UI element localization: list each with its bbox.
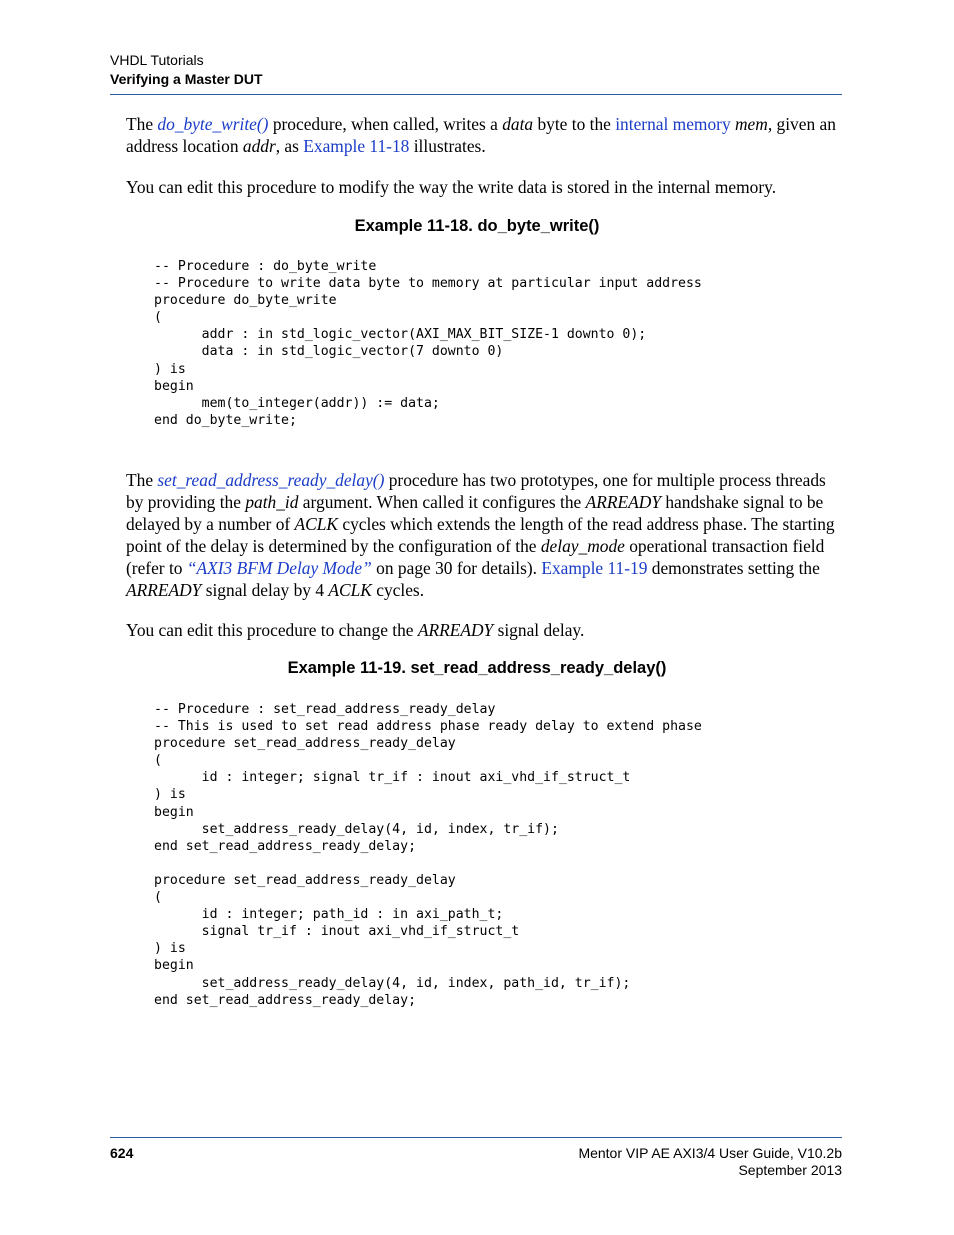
text-run: The xyxy=(126,114,158,134)
paragraph-do-byte-write-intro xyxy=(126,113,842,157)
text-run: operational transaction field (refer to xyxy=(126,536,825,578)
text-run: procedure has two prototypes, one for multiple process threads by providing the xyxy=(126,470,826,512)
text-run: You can edit this procedure to change the xyxy=(126,620,418,640)
paragraph-edit-write-procedure: You can edit this procedure to modify the way the write data is stored in the internal memory. xyxy=(126,177,777,197)
paragraph-set-read-address-ready-delay xyxy=(126,469,842,601)
italic-term: ARREADY xyxy=(417,620,494,640)
example-11-18-code: -- Procedure : do_byte_write -- Procedure to write data byte to memory at particular input address procedure do_byte_write ( addr : in std_logic_vector(AXI_MAX_BIT_SIZE-1 downto 0); data : in std_logic_vector(7 downto 0) ) is begin mem(to_integer(addr)) := data; end do_byte_write; xyxy=(154,259,702,428)
text-run: procedure, when called, writes a xyxy=(268,114,503,134)
footer-doc-title: Mentor VIP AE AXI3/4 User Guide, V10.2b xyxy=(578,1145,842,1161)
footer-date: September 2013 xyxy=(738,1162,842,1178)
header-rule xyxy=(110,94,842,95)
header-section: VHDL Tutorials xyxy=(110,52,204,68)
italic-term: ARREADY xyxy=(585,492,661,512)
link-example-11-19[interactable]: Example 11-19 xyxy=(541,558,648,578)
link-set-read-address-ready-delay[interactable]: set_read_address_ready_delay() xyxy=(157,470,385,490)
text-run: , as xyxy=(275,136,304,156)
italic-term: delay_mode xyxy=(540,536,625,556)
text-run: byte to the xyxy=(533,114,616,134)
italic-term: ACLK xyxy=(328,580,372,600)
text-run: argument. When called it configures the xyxy=(298,492,586,512)
italic-term: path_id xyxy=(245,492,299,512)
link-internal-memory[interactable]: internal memory xyxy=(615,114,731,134)
italic-term: addr xyxy=(242,136,276,156)
text-run: cycles. xyxy=(371,580,425,600)
text-run: handshake signal to be delayed by a number of xyxy=(126,492,824,534)
footer-doc-info xyxy=(578,1145,842,1179)
text-run: cycles which extends the length of the read address phase. The starting point of the delay is determined by the configuration of the xyxy=(126,514,835,556)
text-run: signal delay. xyxy=(493,620,585,640)
text-run: signal delay by 4 xyxy=(201,580,329,600)
header-subsection: Verifying a Master DUT xyxy=(110,71,263,87)
example-11-18-title: Example 11-18. do_byte_write() xyxy=(354,217,600,235)
text-run: on page 30 for details). xyxy=(371,558,542,578)
text-run: given an address location xyxy=(126,114,836,156)
italic-term: ACLK xyxy=(294,514,339,534)
italic-term: mem, xyxy=(735,114,773,134)
italic-term: data xyxy=(502,114,534,134)
paragraph-edit-arready-delay xyxy=(126,619,842,641)
link-do-byte-write[interactable]: do_byte_write() xyxy=(157,114,269,134)
example-11-19-title: Example 11-19. set_read_address_ready_delay() xyxy=(287,659,667,677)
text-run: The xyxy=(126,470,158,490)
link-axi3-bfm-delay-mode[interactable]: “AXI3 BFM Delay Mode” xyxy=(186,558,372,578)
text-run: demonstrates setting the xyxy=(647,558,820,578)
example-11-19-code: -- Procedure : set_read_address_ready_delay -- This is used to set read address phase ready delay to extend phase procedure set_read_address_ready_delay ( id : integer; signal tr_if : inout axi_vhd_if_struct_t ) is begin set_address_ready_delay(4, id, index, tr_if); end set_read_address_ready_delay; procedure set_read_address_ready_delay ( id : integer; path_id : in axi_path_t; signal tr_if : inout axi_vhd_if_struct_t ) is begin set_address_ready_delay(4, id, index, path_id, tr_if); end set_read_address_ready_delay; xyxy=(154,702,702,1008)
link-example-11-18[interactable]: Example 11-18 xyxy=(303,136,410,156)
page-number: 624 xyxy=(110,1145,134,1161)
footer-rule xyxy=(110,1137,842,1138)
text-run: illustrates. xyxy=(409,136,486,156)
italic-term: ARREADY xyxy=(126,580,202,600)
